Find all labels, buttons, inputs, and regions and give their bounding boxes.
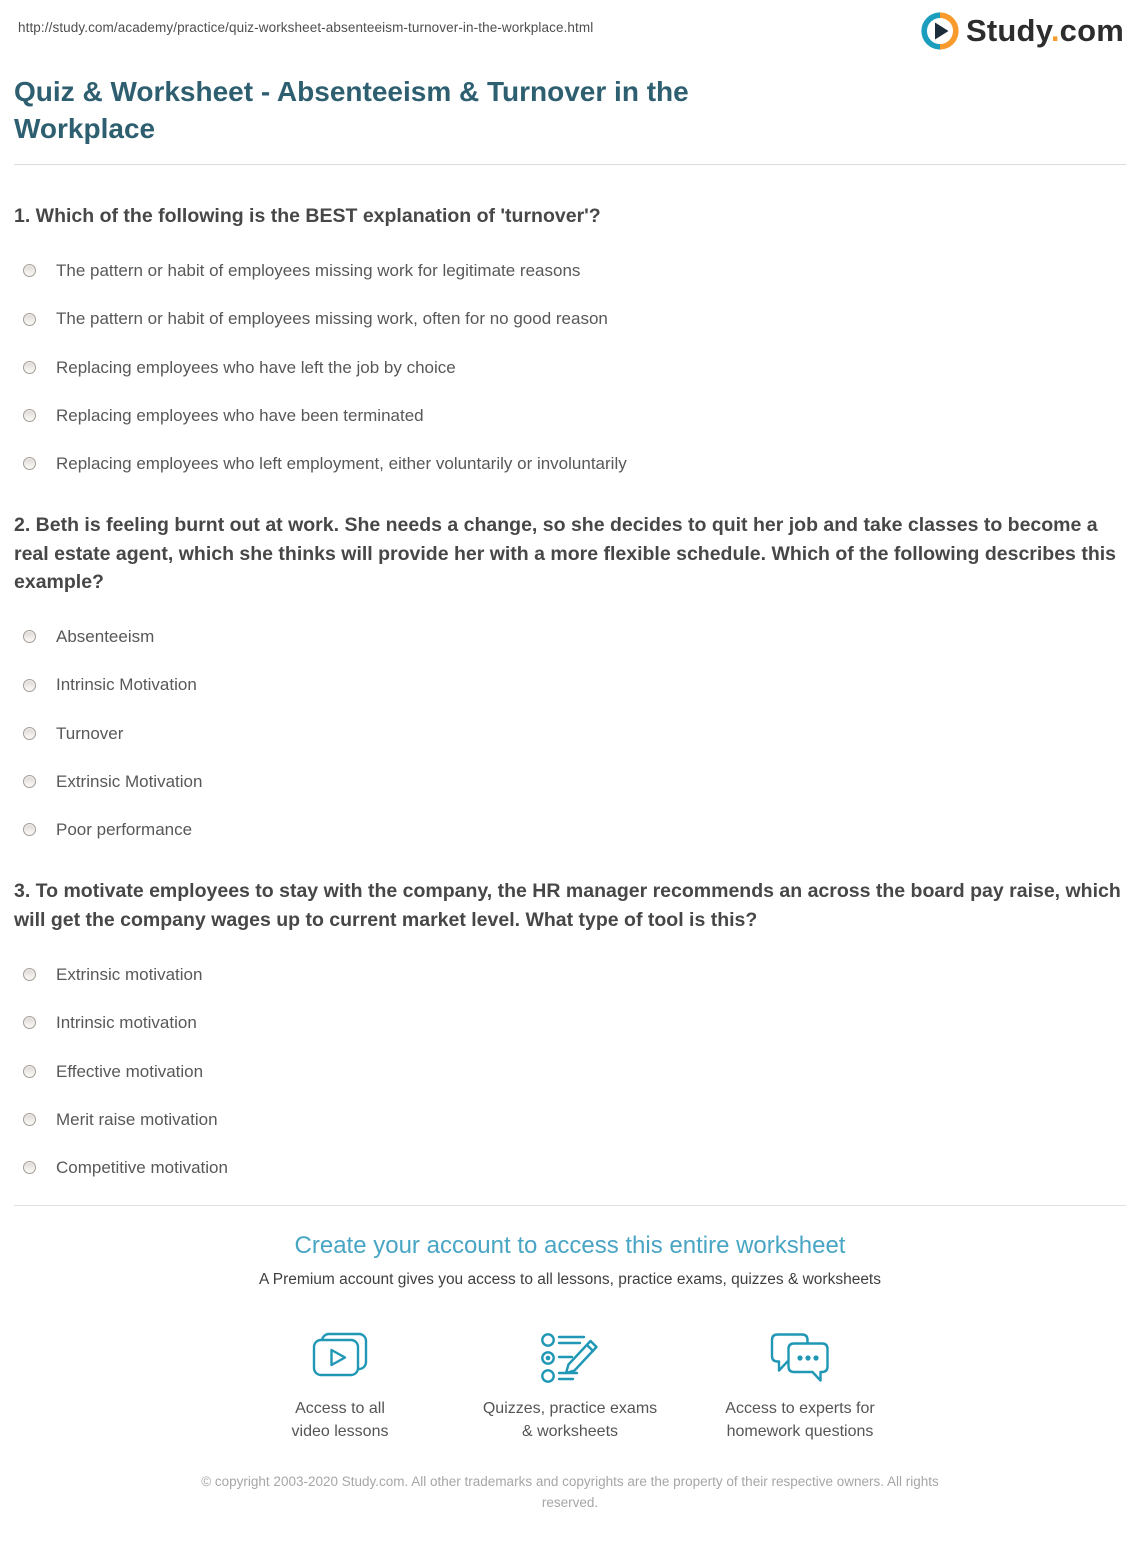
option-label[interactable]: Merit raise motivation <box>56 1109 218 1129</box>
option-label[interactable]: Poor performance <box>56 820 193 840</box>
option-label[interactable]: Replacing employees who left employment, either voluntarily or involuntarily <box>56 454 627 474</box>
create-account-link[interactable]: Create your account to access this entire worksheet <box>294 1232 846 1260</box>
answer-option[interactable] <box>14 1061 1126 1082</box>
page-url: http://study.com/academy/practice/quiz-worksheet-absenteeism-turnover-in-the-workplace.html <box>18 20 594 35</box>
quizzes-worksheets-icon <box>455 1329 685 1387</box>
radio-button[interactable] <box>23 968 36 981</box>
radio-button[interactable] <box>23 1161 36 1174</box>
feature-label: Access to all video lessons <box>291 1400 389 1440</box>
radio-button[interactable] <box>23 679 36 692</box>
premium-subheading: A Premium account gives you access to all lessons, practice exams, quizzes & worksheets <box>259 1271 881 1289</box>
answer-option[interactable] <box>14 723 1126 744</box>
answer-option[interactable] <box>14 626 1126 647</box>
answer-option[interactable] <box>14 1012 1126 1033</box>
radio-button[interactable] <box>23 1113 36 1126</box>
option-label[interactable]: Replacing employees who have been terminated <box>56 405 424 425</box>
question-prompt: 1. Which of the following is the BEST explanation of 'turnover'? <box>14 204 601 227</box>
radio-button[interactable] <box>23 457 36 470</box>
option-label[interactable]: Intrinsic motivation <box>56 1013 197 1033</box>
radio-button[interactable] <box>23 409 36 422</box>
answer-option[interactable] <box>14 453 1126 474</box>
study-logo[interactable] <box>921 12 1124 50</box>
option-label[interactable]: Absenteeism <box>56 627 155 647</box>
answer-option[interactable] <box>14 674 1126 695</box>
feature-label: Quizzes, practice exams & worksheets <box>482 1400 658 1440</box>
radio-button[interactable] <box>23 264 36 277</box>
question-1 <box>14 202 1126 475</box>
feature-homework-experts <box>685 1329 915 1443</box>
title-divider <box>14 164 1126 165</box>
answer-option[interactable] <box>14 405 1126 426</box>
feature-quizzes-worksheets <box>455 1329 685 1443</box>
logo-wordmark: Study.com <box>966 13 1124 48</box>
radio-button[interactable] <box>23 361 36 374</box>
answer-option[interactable] <box>14 1109 1126 1130</box>
question-prompt: 3. To motivate employees to stay with the company, the HR manager recommends an across the board pay raise, which will get the company wages up to current market level. What type of tool is this? <box>14 880 1121 931</box>
question-3 <box>14 877 1126 1178</box>
option-label[interactable]: Competitive motivation <box>56 1158 228 1177</box>
answer-option[interactable] <box>14 771 1126 792</box>
homework-experts-icon <box>685 1329 915 1387</box>
answer-option[interactable] <box>14 1157 1126 1178</box>
play-circle-logo-icon <box>921 12 959 50</box>
option-label[interactable]: The pattern or habit of employees missing work, often for no good reason <box>56 309 608 329</box>
video-lessons-icon <box>225 1329 455 1387</box>
copyright-notice: © copyright 2003-2020 Study.com. All other trademarks and copyrights are the property of their respective owners. All rights reserved. <box>201 1473 939 1510</box>
answer-option[interactable] <box>14 308 1126 329</box>
feature-label: Access to experts for homework questions <box>725 1400 875 1440</box>
answer-option[interactable] <box>14 260 1126 281</box>
radio-button[interactable] <box>23 313 36 326</box>
option-label[interactable]: Replacing employees who have left the job by choice <box>56 357 456 377</box>
answer-option[interactable] <box>14 964 1126 985</box>
quiz-questions <box>0 202 1140 1178</box>
cta-section <box>0 1206 1140 1443</box>
feature-video-lessons <box>225 1329 455 1443</box>
option-label[interactable]: Extrinsic motivation <box>56 965 203 984</box>
question-prompt: 2. Beth is feeling burnt out at work. She needs a change, so she decides to quit her job and take classes to become a real estate agent, which she thinks will provide her with a more flexible schedule. Which of the following describes this example? <box>14 514 1116 593</box>
option-label[interactable]: The pattern or habit of employees missing work for legitimate reasons <box>56 261 581 281</box>
answer-option[interactable] <box>14 819 1126 840</box>
answer-option[interactable] <box>14 357 1126 378</box>
radio-button[interactable] <box>23 630 36 643</box>
radio-button[interactable] <box>23 823 36 836</box>
radio-button[interactable] <box>23 1065 36 1078</box>
option-label[interactable]: Extrinsic Motivation <box>56 771 203 791</box>
question-2 <box>14 511 1126 840</box>
option-label[interactable]: Effective motivation <box>56 1061 204 1081</box>
option-label[interactable]: Turnover <box>56 723 124 743</box>
page-title: Quiz & Worksheet - Absenteeism & Turnover in the Workplace <box>14 76 689 144</box>
radio-button[interactable] <box>23 727 36 740</box>
page-header <box>0 0 1140 50</box>
option-label[interactable]: Intrinsic Motivation <box>56 675 197 695</box>
features-row <box>0 1329 1140 1443</box>
radio-button[interactable] <box>23 775 36 788</box>
radio-button[interactable] <box>23 1016 36 1029</box>
